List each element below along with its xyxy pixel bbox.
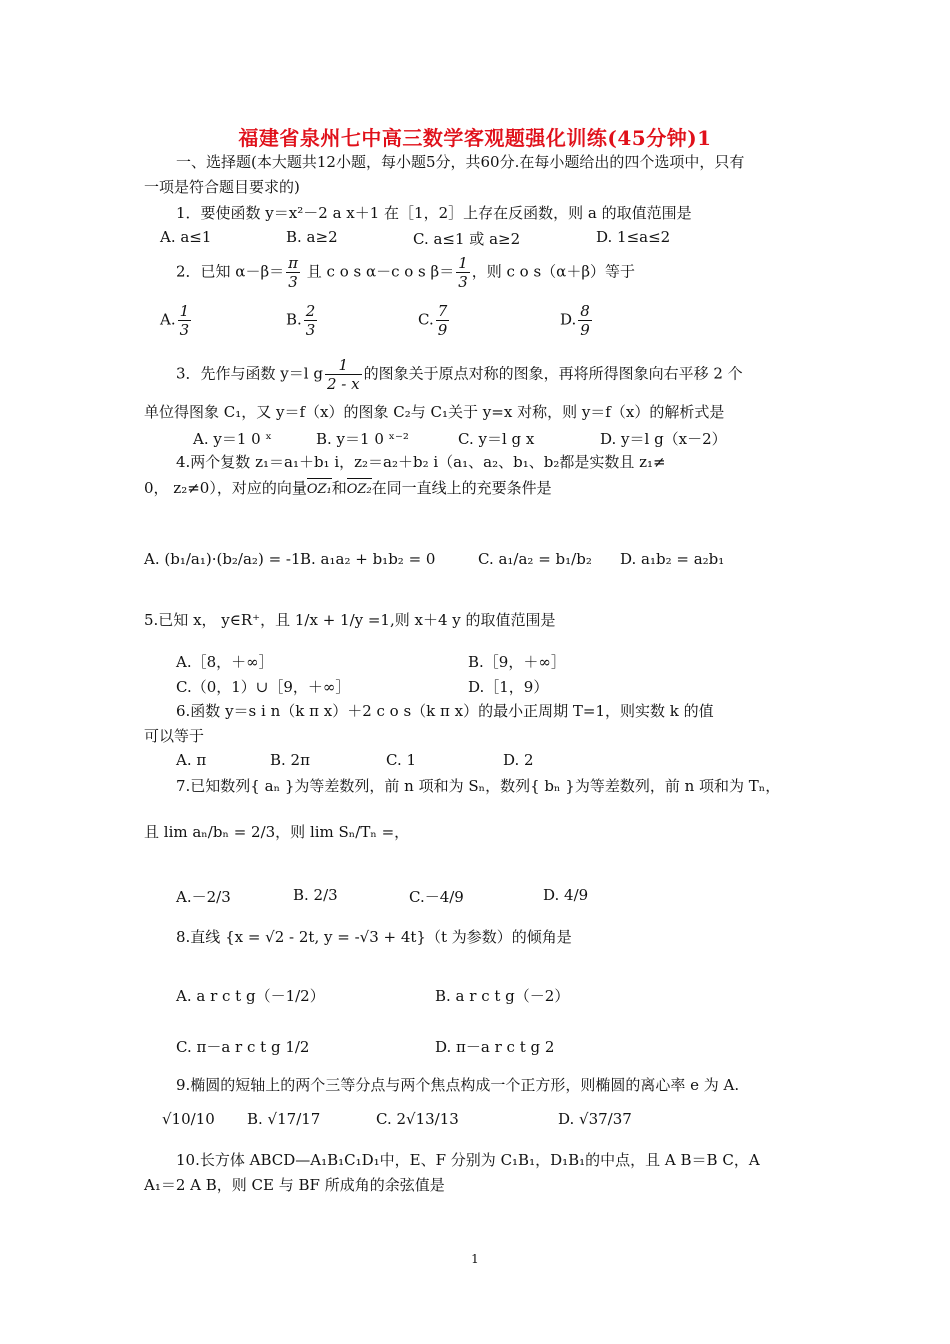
question-3-stem: 3．先作与函数 y＝l g $\frac{1}{2 - x}$ 的图象关于原点对称的图象，再将所得图象向右平移 2 个: [176, 356, 743, 393]
question-3-option-d: D. y＝l g（x－2）: [600, 430, 727, 448]
question-1-option-c: C. a≤1 或 a≥2: [413, 230, 521, 248]
question-2-option-b: B. $\frac{2}{3}$: [286, 302, 316, 339]
question-1-stem: 1．要使函数 y＝x²－2 a x＋1 在［1，2］上存在反函数，则 a 的取值范围是: [176, 204, 692, 222]
question-4-option-a: A. (b₁/a₁)·(b₂/a₂) = -1: [144, 550, 301, 568]
question-7-option-a: A.－2/3: [176, 888, 231, 906]
question-9-option-b: B. √17/17: [247, 1110, 321, 1128]
question-1-option-d: D. 1≤a≤2: [596, 228, 671, 246]
question-10-stem: 10.长方体 ABCD—A₁B₁C₁D₁中，E、F 分别为 C₁B₁，D₁B₁的中点，且 A B＝B C，A: [176, 1151, 760, 1169]
question-9-option-a: √10/10: [162, 1110, 215, 1128]
vector-oz1: OZ₁: [307, 478, 332, 500]
fraction: $\frac{1}{2 - x}$: [326, 356, 360, 393]
page-title: 福建省泉州七中高三数学客观题强化训练(45分钟)1: [238, 126, 712, 150]
question-8-option-d: D. π－a r c t g 2: [435, 1038, 555, 1056]
question-2-stem: 2．已知 α－β＝ $\frac{\pi}{3}$ 且 c o s α－c o s β＝ $\frac{1}{3}$ ，则 c o s（α＋β）等于: [176, 254, 635, 291]
question-3-option-c: C. y＝l g x: [458, 430, 535, 448]
question-4-stem: 4.两个复数 z₁＝a₁＋b₁ i，z₂＝a₂＋b₂ i（a₁、a₂、b₁、b₂都是实数且 z₁≠: [176, 453, 666, 471]
question-10-stem-line2: A₁＝2 A B，则 CE 与 BF 所成角的余弦值是: [144, 1176, 445, 1194]
question-2-option-a: A. $\frac{1}{3}$: [160, 302, 190, 339]
question-5-option-d: D.［1，9）: [468, 678, 549, 696]
question-8-stem: 8.直线 {x = √2 - 2t, y = -√3 + 4t}（t 为参数）的倾角是: [176, 928, 572, 946]
section-intro-line1: 一、选择题(本大题共12小题，每小题5分，共60分.在每小题给出的四个选项中，只有: [176, 153, 745, 171]
question-3-option-a: A. y＝1 0 ˣ: [193, 430, 272, 448]
question-6-option-c: C. 1: [386, 751, 417, 769]
question-7-option-b: B. 2/3: [293, 886, 338, 904]
question-6-option-d: D. 2: [503, 751, 534, 769]
question-6-option-a: A. π: [176, 751, 207, 769]
section-intro-line2: 一项是符合题目要求的): [144, 178, 300, 196]
fraction: $\frac{1}{3}$: [458, 254, 468, 291]
page-number: 1: [471, 1252, 479, 1266]
question-9-option-c: C. 2√13/13: [376, 1110, 459, 1128]
question-2-option-c: C. $\frac{7}{9}$: [418, 302, 448, 339]
question-3-stem-line2: 单位得图象 C₁，又 y＝f（x）的图象 C₂与 C₁关于 y=x 对称，则 y＝f（x）的解析式是: [144, 403, 725, 421]
question-6-stem: 6.函数 y＝s i n（k π x）＋2 c o s（k π x）的最小正周期 T=1，则实数 k 的值: [176, 702, 714, 720]
question-8-option-a: A. a r c t g（－1/2）: [176, 987, 325, 1005]
question-5-stem: 5.已知 x， y∈R⁺，且 1/x + 1/y =1,则 x＋4 y 的取值范围是: [144, 611, 556, 629]
question-7-stem-line2: 且 lim aₙ/bₙ = 2/3，则 lim Sₙ/Tₙ =，: [144, 823, 410, 841]
question-9-option-d: D. √37/37: [558, 1110, 632, 1128]
question-7-option-c: C.－4/9: [409, 888, 464, 906]
question-2-option-d: D. $\frac{8}{9}$: [560, 302, 590, 339]
question-6-option-b: B. 2π: [270, 751, 310, 769]
question-7-option-d: D. 4/9: [543, 886, 589, 904]
question-8-option-c: C. π－a r c t g 1/2: [176, 1038, 310, 1056]
question-9-stem: 9.椭圆的短轴上的两个三等分点与两个焦点构成一个正方形，则椭圆的离心率 e 为 A.: [176, 1076, 740, 1094]
question-5-option-c: C.（0，1）∪［9，＋∞］: [176, 678, 351, 696]
question-1-option-b: B. a≥2: [286, 228, 338, 246]
question-1-option-a: A. a≤1: [160, 228, 212, 246]
question-5-option-b: B.［9，＋∞］: [468, 653, 566, 671]
question-4-stem-line2: 0， z₂≠0），对应的向量OZ₁和OZ₂在同一直线上的充要条件是: [144, 478, 552, 500]
question-4-option-c: C. a₁/a₂ = b₁/b₂: [478, 550, 592, 568]
vector-oz2: OZ₂: [347, 478, 372, 500]
question-4-option-d: D. a₁b₂ = a₂b₁: [620, 550, 725, 568]
question-5-option-a: A.［8，＋∞］: [176, 653, 274, 671]
question-7-stem: 7.已知数列{ aₙ }为等差数列，前 n 项和为 Sₙ，数列{ bₙ }为等差数列，前 n 项和为 Tₙ，: [176, 777, 781, 795]
question-4-option-b: B. a₁a₂ + b₁b₂ = 0: [300, 550, 436, 568]
question-8-option-b: B. a r c t g（－2）: [435, 987, 570, 1005]
fraction: $\frac{\pi}{3}$: [288, 254, 298, 291]
question-3-option-b: B. y＝1 0 ˣ⁻²: [316, 430, 409, 448]
question-6-stem-line2: 可以等于: [144, 727, 205, 745]
